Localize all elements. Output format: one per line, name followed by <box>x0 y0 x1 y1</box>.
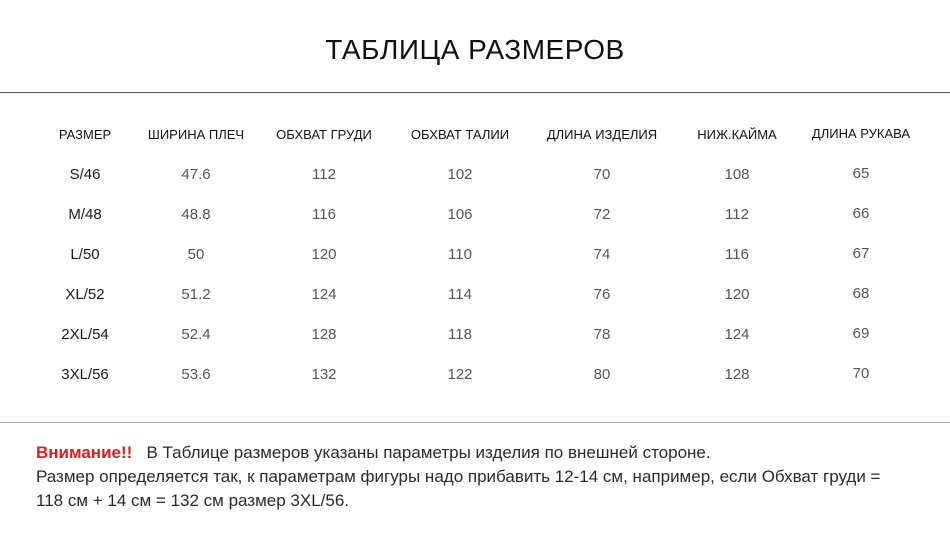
notice-line-1 <box>36 441 941 465</box>
cell-waist: 110 <box>448 246 472 263</box>
cell-sleeve: 66 <box>852 205 870 222</box>
warning-label: Внимание!! <box>36 443 133 462</box>
divider-bottom <box>0 422 950 423</box>
cell-sleeve: 65 <box>852 165 870 182</box>
cell-length: 72 <box>593 206 611 223</box>
cell-chest: 116 <box>312 206 336 223</box>
cell-hem: 124 <box>724 326 750 343</box>
cell-sleeve: 67 <box>852 245 870 262</box>
cell-waist: 102 <box>447 166 473 183</box>
cell-length: 78 <box>593 326 611 343</box>
cell-sleeve: 68 <box>852 285 870 302</box>
cell-waist: 118 <box>448 326 472 343</box>
cell-hem: 112 <box>725 206 749 223</box>
cell-length: 80 <box>593 366 611 383</box>
cell-sleeve: 70 <box>852 365 870 382</box>
cell-size: S/46 <box>69 166 101 183</box>
header-length: ДЛИНА ИЗДЕЛИЯ <box>546 127 658 142</box>
cell-waist: 106 <box>447 206 473 223</box>
header-hem: НИЖ.КАЙМА <box>697 127 777 142</box>
divider-top <box>0 92 950 93</box>
header-chest: ОБХВАТ ГРУДИ <box>276 127 372 142</box>
header-waist: ОБХВАТ ТАЛИИ <box>410 127 510 142</box>
cell-length: 76 <box>593 286 611 303</box>
cell-size: 3XL/56 <box>61 366 109 383</box>
cell-size: 2XL/54 <box>61 326 109 343</box>
notice-text-1: В Таблице размеров указаны параметры изделия по внешней стороне. <box>146 443 711 462</box>
cell-size: M/48 <box>68 206 102 223</box>
notice-block <box>36 441 941 513</box>
cell-length: 70 <box>593 166 611 183</box>
cell-shoulder: 51.2 <box>181 286 211 303</box>
header-shoulder: ШИРИНА ПЛЕЧ <box>147 127 245 142</box>
notice-line-3: 118 см + 14 см = 132 см размер 3XL/56. <box>36 491 350 510</box>
cell-hem: 128 <box>724 366 750 383</box>
cell-chest: 124 <box>311 286 337 303</box>
cell-hem: 108 <box>724 166 750 183</box>
page-title: ТАБЛИЦА РАЗМЕРОВ <box>325 34 625 65</box>
header-sleeve: ДЛИНА РУКАВА <box>811 126 911 141</box>
cell-hem: 120 <box>724 286 750 303</box>
cell-chest: 120 <box>311 246 337 263</box>
cell-chest: 112 <box>312 166 336 183</box>
cell-size: XL/52 <box>65 286 105 303</box>
cell-waist: 114 <box>448 286 472 303</box>
cell-shoulder: 50 <box>187 246 205 263</box>
cell-chest: 128 <box>311 326 337 343</box>
notice-line-2: Размер определяется так, к параметрам фигуры надо прибавить 12-14 см, например, если Обхват груди = <box>36 467 881 486</box>
cell-waist: 122 <box>447 366 473 383</box>
header-size: РАЗМЕР <box>58 127 112 142</box>
cell-shoulder: 48.8 <box>181 206 211 223</box>
cell-chest: 132 <box>311 366 337 383</box>
cell-length: 74 <box>593 246 611 263</box>
cell-shoulder: 53.6 <box>181 366 211 383</box>
cell-sleeve: 69 <box>852 325 870 342</box>
cell-shoulder: 52.4 <box>181 326 211 343</box>
cell-hem: 116 <box>725 246 749 263</box>
cell-shoulder: 47.6 <box>181 166 211 183</box>
cell-size: L/50 <box>70 246 100 263</box>
